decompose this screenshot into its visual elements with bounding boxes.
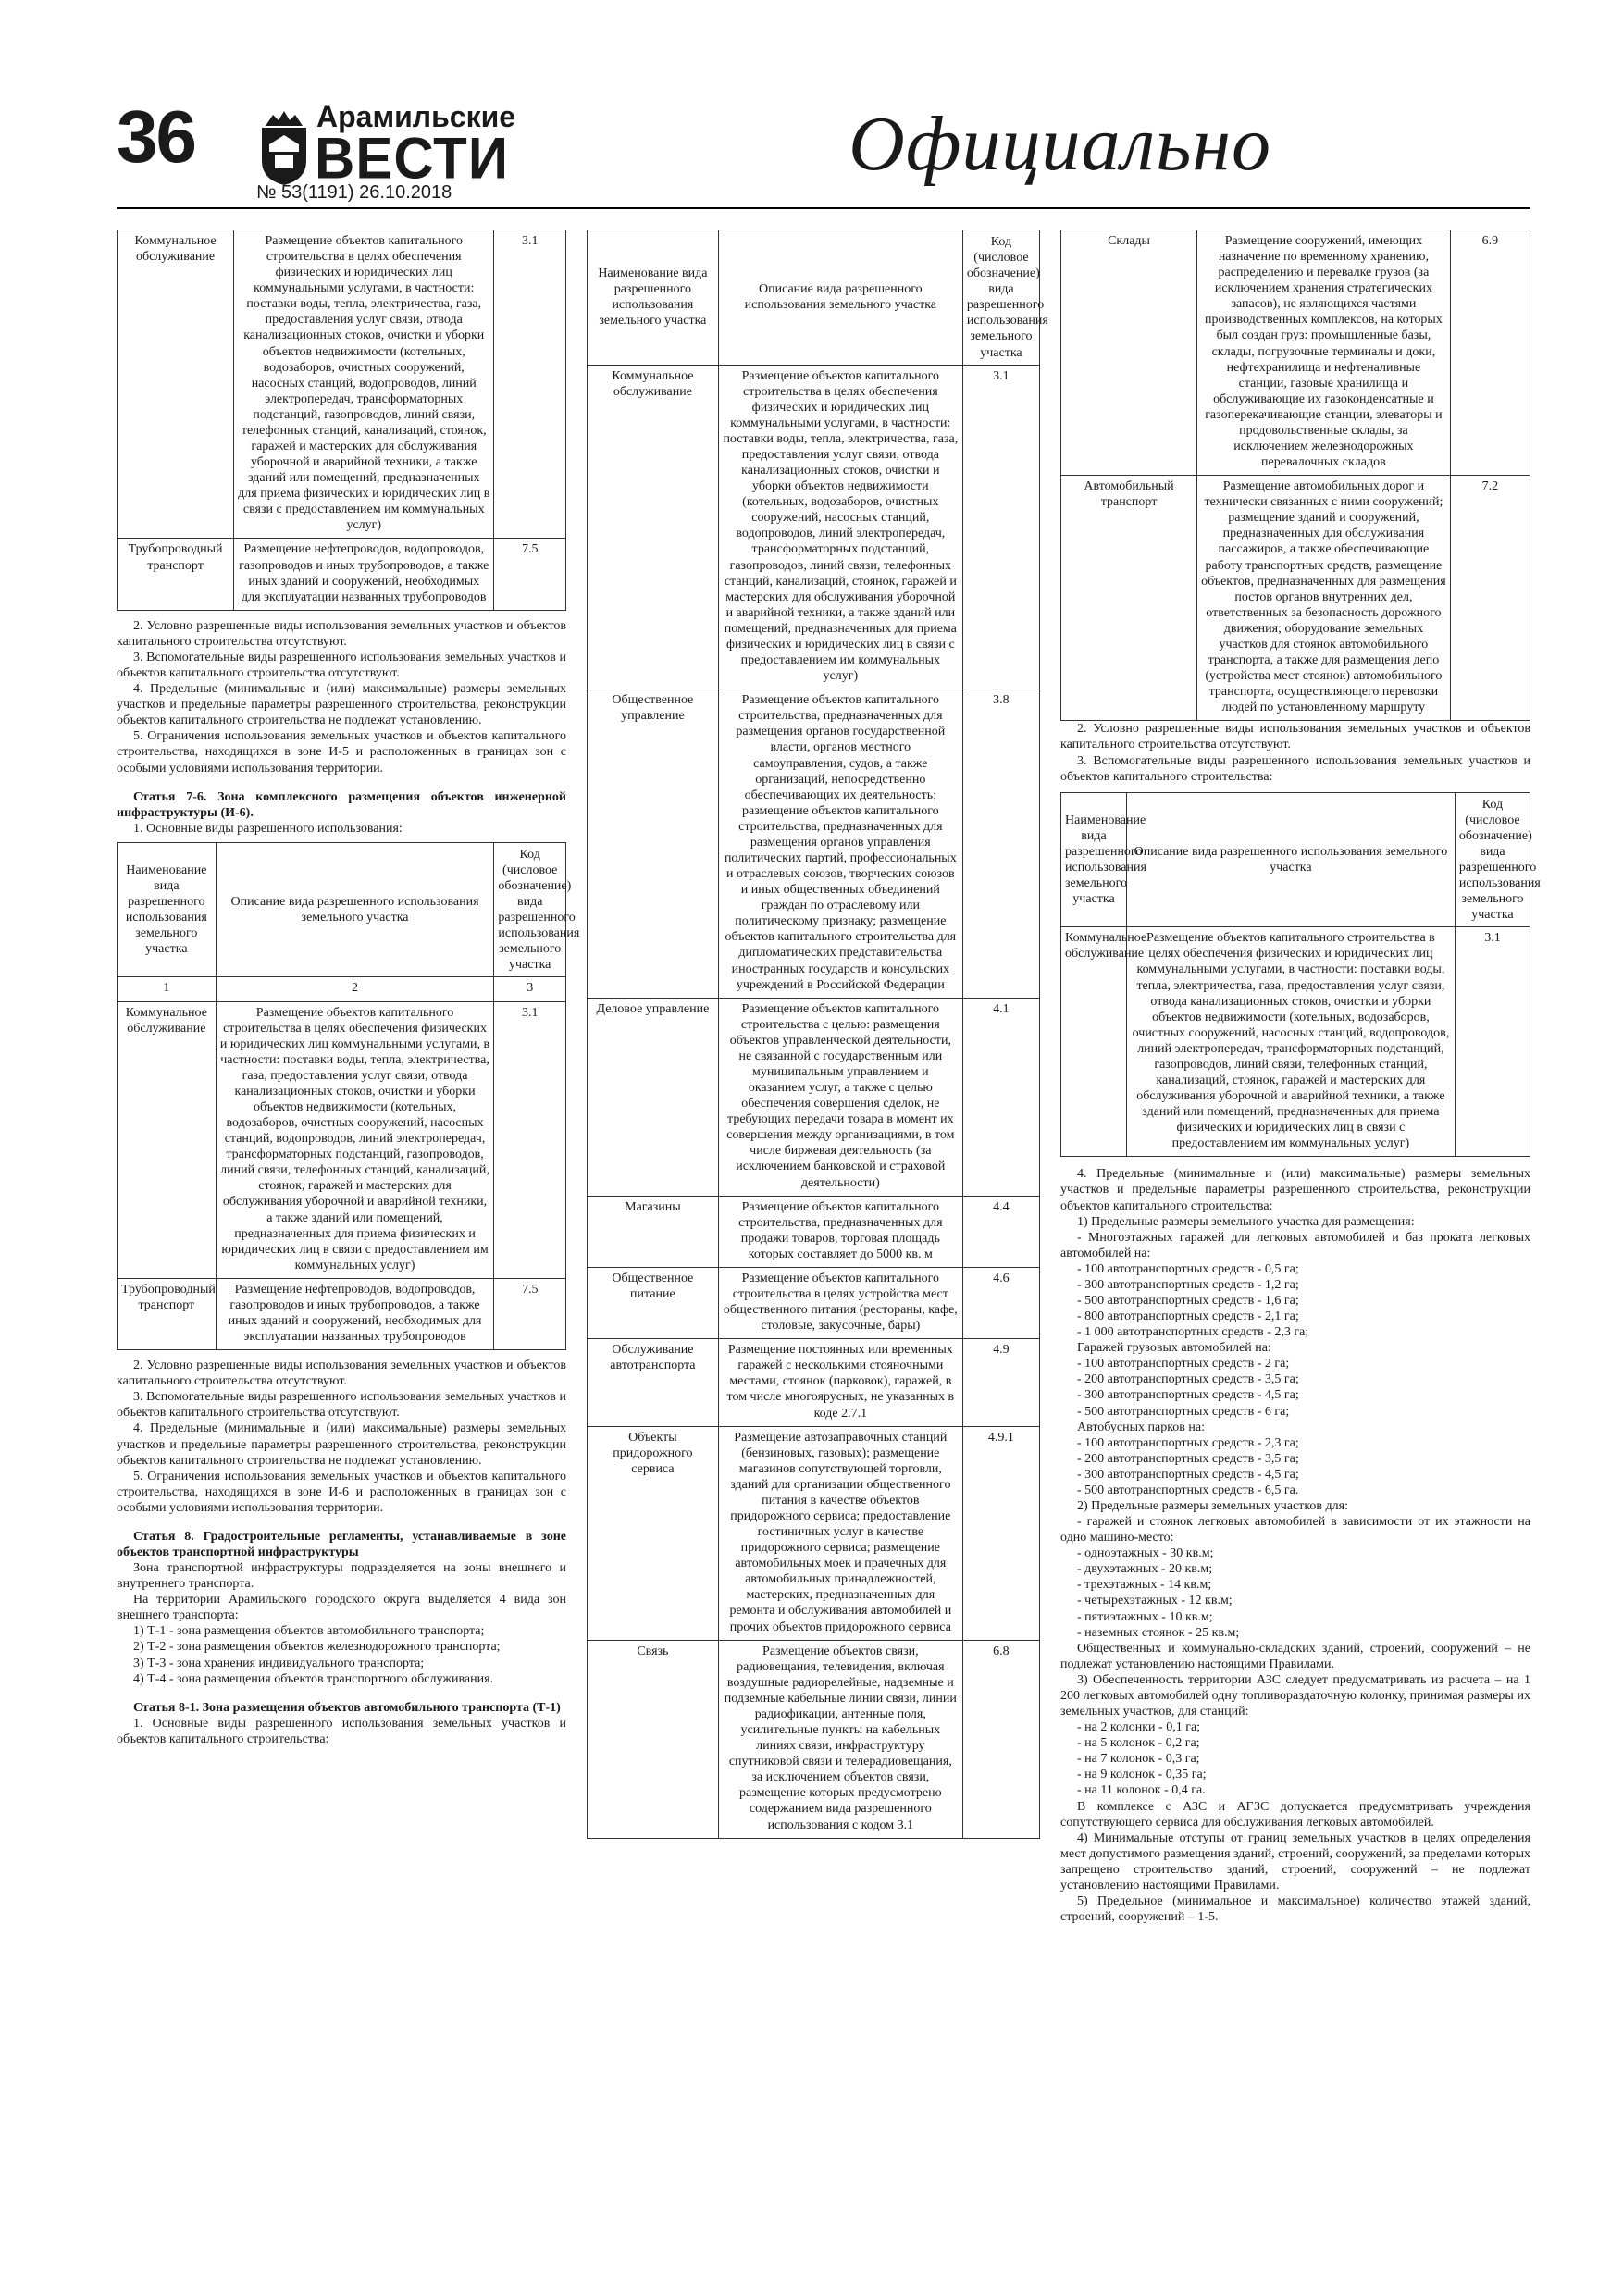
paragraph: 2) Предельные размеры земельных участков для: <box>1077 1499 1348 1514</box>
paragraph: 3. Вспомогательные виды разрешенного использования земельных участков и объектов капитального строительства отсутствуют. <box>117 1390 566 1421</box>
column-header-code: Код (числовое обозначение) вида разрешенного использования земельного участка <box>962 230 1039 366</box>
use-name: Общественное управление <box>588 689 719 998</box>
paragraph: - одноэтажных - 30 кв.м; <box>1077 1546 1214 1561</box>
use-code: 3.1 <box>1455 927 1530 1157</box>
list-item: 1) Т-1 - зона размещения объектов автомобильного транспорта; <box>133 1624 485 1639</box>
paragraph: 2. Условно разрешенные виды использования земельных участков и объектов капитального строительства отсутствуют. <box>117 618 566 649</box>
use-name: Коммунальное обслуживание <box>588 365 719 689</box>
paragraph: 1. Основные виды разрешенного использования земельных участков и объектов капитального строительства: <box>117 1716 566 1746</box>
table-row <box>118 1278 566 1349</box>
table-t1-main <box>587 230 1048 1839</box>
table-row <box>118 230 566 539</box>
column-header-code: Код (числовое обозначение) вида разрешенного использования земельного участка <box>1455 792 1530 927</box>
column-number: 2 <box>216 977 494 1001</box>
use-description: Размещение объектов капитального строительства в целях обеспечения физических и юридических лиц коммунальными услугами, в частности: поставки воды, тепла, электричества, газа, предоставления услуг связи, отвода канализационных стоков, очистки и уборки объектов недвижимости (котельных, водозаборов, очистных сооружений, насосных станций, водопроводов, линий электропередач, трансформаторных подстанций, газопроводов, линий связи, телефонных станций, канализаций, стоянок, гаражей и мастерских для обслуживания уборочной и аварийной техники, а также зданий или помещений, предназначенных для приема физических и юридических лиц в связи с предоставлением им коммунальных услуг) <box>1126 927 1455 1157</box>
paragraph: 3. Вспомогательные виды разрешенного использования земельных участков и объектов капитального строительства: <box>1060 753 1530 784</box>
use-description: Размещение сооружений, имеющих назначение по временному хранению, распределению и перевалке грузов (за исключением хранения стратегических запасов), не являющихся частями производственных комплексов, на которых был создан груз: промышленные базы, склады, погрузочные терминалы и доки, нефтехранилища и нефтеналивные станции, газовые хранилища и обслуживающие их газоконденсатные и газоперекачивающие станции, элеваторы и продовольственные склады, за исключением железнодорожных перевалочных складов <box>1197 230 1451 476</box>
column-number: 1 <box>118 977 217 1001</box>
column-number-row <box>118 977 566 1001</box>
paragraph: - 500 автотранспортных средств - 1,6 га; <box>1077 1294 1299 1308</box>
use-name: Коммунальное обслуживание <box>118 1001 217 1278</box>
use-code: 4.9.1 <box>962 1426 1039 1640</box>
use-name: Коммунальное обслуживание <box>118 230 234 539</box>
column-header-description: Описание вида разрешенного использования земельного участка <box>718 230 962 366</box>
use-description: Размещение объектов связи, радиовещания, телевидения, включая воздушные радиорелейные, надземные и подземные кабельные линии связи, линии радиофикации, антенные поля, усилительные пункты на кабельных линиях связи, инфраструктуру спутниковой связи и телерадиовещания, за исключением объектов связи, размещение которых предусмотрено содержанием вида разрешенного использования с кодом 3.1 <box>718 1640 962 1838</box>
use-description: Размещение объектов капитального строительства в целях обеспечения физических и юридических лиц коммунальными услугами, в частности: поставки воды, тепла, электричества, газа, предоставления услуг связи, отвода канализационных стоков, очистки и уборки объектов недвижимости (котельных, водозаборов, очистных сооружений, насосных станций, водопроводов, линий электропередач, трансформаторных подстанций, газопроводов, линий связи, телефонных станций, канализаций, стоянок, гаражей и мастерских для обслуживания уборочной и аварийной техники, а также зданий или помещений, предназначенных для приема физических и юридических лиц в связи с предоставлением им коммунальных услуг) <box>216 1001 494 1278</box>
paragraph: - двухэтажных - 20 кв.м; <box>1077 1562 1213 1577</box>
paragraph: В комплексе с АЗС и АГЗС допускается предусматривать учреждения сопутствующего сервиса для обслуживания легковых автомобилей. <box>1060 1799 1530 1830</box>
use-name: Связь <box>588 1640 719 1838</box>
paragraph: 4. Предельные (минимальные и (или) максимальные) размеры земельных участков и предельные параметры разрешенного строительства, реконструкции объектов капитального строительства не подлежат установлению. <box>117 682 566 728</box>
paragraph: - 500 автотранспортных средств - 6 га; <box>1077 1404 1290 1419</box>
paragraph: 5. Ограничения использования земельных участков и объектов капитального строительства, находящихся в зоне И-5 и расположенных в границах зон с особыми условиями использования территории. <box>117 729 566 776</box>
masthead <box>0 0 1623 222</box>
use-code: 7.5 <box>494 539 566 610</box>
column-2 <box>587 230 1048 1839</box>
paragraph: - 100 автотранспортных средств - 2,3 га; <box>1077 1435 1299 1450</box>
use-description: Размещение объектов капитального строительства, предназначенных для размещения органов государственной власти, органов местного самоуправления, судов, а также организаций, непосредственно обеспечивающих их деятельность; размещение объектов капитального строительства, предназначенных для размещения органов управления политических партий, профессиональных и отраслевых союзов, творческих союзов и иных общественных объединений граждан по отраслевому или политическому признаку; размещение объектов капитального строительства для дипломатических представительства иностранных государств и консульских учреждений в Российской Федерации <box>718 689 962 998</box>
table-row <box>588 1426 1040 1640</box>
paragraph: Зона транспортной инфраструктуры подразделяется на зоны внешнего и внутреннего транспорта. <box>117 1561 566 1592</box>
paragraph: На территории Арамильского городского округа выделяется 4 вида зон внешнего транспорта: <box>117 1593 566 1623</box>
paragraph: - наземных стоянок - 25 кв.м; <box>1077 1625 1240 1640</box>
paragraph: 3. Вспомогательные виды разрешенного использования земельных участков и объектов капитального строительства отсутствуют. <box>117 650 566 681</box>
paragraph: - на 9 колонок - 0,35 га; <box>1077 1768 1207 1782</box>
table-row <box>588 998 1040 1196</box>
table-row <box>588 689 1040 998</box>
header-rule <box>117 207 1530 209</box>
table-row <box>118 539 566 610</box>
column-number: 3 <box>494 977 566 1001</box>
use-code: 4.4 <box>962 1196 1039 1267</box>
paragraph: - гаражей и стоянок легковых автомобилей в зависимости от их этажности на одно машино-место: <box>1060 1515 1530 1545</box>
use-name: Трубопроводный транспорт <box>118 1278 217 1349</box>
use-name: Объекты придорожного сервиса <box>588 1426 719 1640</box>
use-description: Размещение нефтепроводов, водопроводов, газопроводов и иных трубопроводов, а также иных зданий и сооружений, необходимых для эксплуатации названных трубопроводов <box>216 1278 494 1349</box>
paragraph: - 200 автотранспортных средств - 3,5 га; <box>1077 1451 1299 1466</box>
paragraph: - 300 автотранспортных средств - 4,5 га; <box>1077 1467 1299 1482</box>
paragraph: 4. Предельные (минимальные и (или) максимальные) размеры земельных участков и предельные параметры разрешенного строительства, реконструкции объектов капитального строительства: <box>1060 1167 1530 1213</box>
column-header-description: Описание вида разрешенного использования земельного участка <box>1126 792 1455 927</box>
table-t1-auxiliary <box>1060 792 1541 1158</box>
use-description: Размещение автомобильных дорог и технически связанных с ними сооружений; размещение зданий и сооружений, предназначенных для обслуживания пассажиров, а также обеспечивающие работу транспортных средств, размещение объектов, предназначенных для размещения постов органов внутренних дел, ответственных за безопасность дорожного движения; оборудование земельных участков для стоянок автомобильного транспорта, а также для размещения депо (устройства мест стоянок) автомобильного транспорта, осуществляющего перевозки людей по установленному маршруту <box>1197 476 1451 721</box>
list-item: 2) Т-2 - зона размещения объектов железнодорожного транспорта; <box>133 1640 501 1655</box>
use-code: 6.8 <box>962 1640 1039 1838</box>
use-description: Размещение автозаправочных станций (бензиновых, газовых); размещение магазинов сопутствующей торговли, зданий для организации общественного питания в качестве объектов придорожного сервиса; предоставление гостиничных услуг в качестве придорожного сервиса; размещение автомобильных моек и прачечных для автомобильных принадлежностей, мастерских, предназначенных для ремонта и обслуживания автомобилей и прочих объектов придорожного сервиса <box>718 1426 962 1640</box>
use-code: 3.1 <box>962 365 1039 689</box>
use-name: Автомобильный транспорт <box>1061 476 1197 721</box>
use-code: 7.2 <box>1450 476 1530 721</box>
column-header-code: Код (числовое обозначение) вида разрешенного использования земельного участка <box>494 842 566 977</box>
town-crest-icon <box>256 107 312 187</box>
table-header-row <box>588 230 1040 366</box>
column-3 <box>1060 230 1541 1925</box>
column-header-name: Наименование вида разрешенного использования земельного участка <box>588 230 719 366</box>
table-header-row <box>118 842 566 977</box>
use-name: Обслуживание автотранспорта <box>588 1339 719 1426</box>
use-code: 6.9 <box>1450 230 1530 476</box>
paragraph: Общественных и коммунально-складских зданий, строений, сооружений – не подлежат установлению настоящими Правилами. <box>1060 1641 1530 1671</box>
paragraph: - 300 автотранспортных средств - 4,5 га; <box>1077 1388 1299 1403</box>
section-title: Официально <box>849 101 1271 187</box>
paragraph: 4) Минимальные отступы от границ земельных участков в целях определения мест допустимого размещения зданий, строений, сооружений, за пределами которых запрещено строительство зданий, строений, сооружений – не подлежат установлению настоящими Правилами. <box>1060 1831 1530 1893</box>
paragraph: Гаражей грузовых автомобилей на: <box>1077 1341 1271 1356</box>
table-row <box>1061 230 1530 476</box>
column-1 <box>117 230 580 1747</box>
use-code: 4.9 <box>962 1339 1039 1426</box>
paragraph: 1. Основные виды разрешенного использования: <box>133 821 403 836</box>
table-row <box>588 1267 1040 1338</box>
table-row <box>1061 476 1530 721</box>
use-description: Размещение постоянных или временных гаражей с несколькими стояночными местами, стоянок (парковок), гаражей, в том числе многоярусных, не указанных в коде 2.7.1 <box>718 1339 962 1426</box>
use-description: Размещение объектов капитального строительства с целью: размещения объектов управленческой деятельности, не связанной с государственным или муниципальным управлением и оказанием услуг, а также с целью обеспечения совершения сделок, не требующих передачи товара в момент их совершения между организациями, в том числе биржевая деятельность (за исключением банковской и страховой деятельности) <box>718 998 962 1196</box>
table-row <box>118 1001 566 1278</box>
paragraph: 3) Обеспеченность территории АЗС следует предусматривать из расчета – на 1 200 легковых автомобилей одну топливораздаточную колонку, принимая размеры их земельных участков, для станций: <box>1060 1672 1530 1719</box>
use-name: Трубопроводный транспорт <box>118 539 234 610</box>
paragraph: 2. Условно разрешенные виды использования земельных участков и объектов капитального строительства отсутствуют. <box>117 1359 566 1389</box>
paragraph: 5. Ограничения использования земельных участков и объектов капитального строительства, находящихся в зоне И-6 и расположенных в границах зон с особыми условиями использования территории. <box>117 1469 566 1515</box>
use-code: 4.6 <box>962 1267 1039 1338</box>
use-code: 3.1 <box>494 230 566 539</box>
use-code: 7.5 <box>494 1278 566 1349</box>
use-description: Размещение объектов капитального строительства в целях обеспечения физических и юридических лиц коммунальными услугами, в частности: поставки воды, тепла, электричества, газа, предоставления услуг связи, отвода канализационных стоков, очистки и уборки объектов недвижимости (котельных, водозаборов, очистных сооружений, насосных станций, водопроводов, линий электропередач, трансформаторных подстанций, газопроводов, линий связи, телефонных станций, канализаций, стоянок, гаражей и мастерских для обслуживания уборочной и аварийной техники, а также зданий или помещений, предназначенных для приема физических и юридических лиц в связи с предоставлением им коммунальных услуг) <box>718 365 962 689</box>
brand-tagline: Арамильские <box>316 100 516 133</box>
article-heading: Статья 8-1. Зона размещения объектов автомобильного транспорта (Т-1) <box>133 1700 561 1715</box>
paragraph: - 200 автотранспортных средств - 3,5 га; <box>1077 1372 1299 1387</box>
use-description: Размещение объектов капитального строительства в целях обеспечения физических и юридических лиц коммунальными услугами, в частности: поставки воды, тепла, электричества, газа, предоставления услуг связи, отвода канализационных стоков, очистки и уборки объектов недвижимости (котельных, водозаборов, очистных сооружений, насосных станций, водопроводов, линий электропередач, трансформаторных подстанций, газопроводов, линий связи, телефонных станций, канализаций, стоянок, гаражей и мастерских для обслуживания уборочной и аварийной техники, а также зданий или помещений, предназначенных для приема физических и юридических лиц в связи с предоставлением им коммунальных услуг) <box>234 230 494 539</box>
table-row <box>588 1640 1040 1838</box>
list-item: 4) Т-4 - зона размещения объектов транспортного обслуживания. <box>133 1671 494 1686</box>
use-code: 3.1 <box>494 1001 566 1278</box>
use-name: Коммунальное обслуживание <box>1061 927 1127 1157</box>
article-heading: Статья 7-6. Зона комплексного размещения объектов инженерной инфраструктуры (И-6). <box>117 789 566 820</box>
use-description: Размещение нефтепроводов, водопроводов, газопроводов и иных трубопроводов, а также иных зданий и сооружений, необходимых для эксплуатации названных трубопроводов <box>234 539 494 610</box>
paragraph: - на 7 колонок - 0,3 га; <box>1077 1752 1200 1767</box>
table-row <box>588 365 1040 689</box>
paragraph: - 800 автотранспортных средств - 2,1 га; <box>1077 1309 1299 1324</box>
paragraph: - пятиэтажных - 10 кв.м; <box>1077 1609 1213 1624</box>
paragraph: - четырехэтажных - 12 кв.м; <box>1077 1594 1233 1608</box>
column-header-description: Описание вида разрешенного использования земельного участка <box>216 842 494 977</box>
page-number: 36 <box>117 95 195 178</box>
table-t1-continued <box>1060 230 1530 721</box>
paragraph: - на 5 колонок - 0,2 га; <box>1077 1736 1200 1751</box>
article-heading: Статья 8. Градостроительные регламенты, устанавливаемые в зоне объектов транспортной инфраструктуры <box>117 1529 566 1560</box>
paragraph: 1) Предельные размеры земельного участка для размещения: <box>1077 1214 1415 1229</box>
paragraph: - 1 000 автотранспортных средств - 2,3 га; <box>1077 1325 1309 1340</box>
brand-name: ВЕСТИ <box>315 125 509 192</box>
table-row <box>1061 927 1530 1157</box>
use-code: 3.8 <box>962 689 1039 998</box>
use-name: Общественное питание <box>588 1267 719 1338</box>
paragraph: - 100 автотранспортных средств - 2 га; <box>1077 1357 1290 1371</box>
paragraph: 2. Условно разрешенные виды использования земельных участков и объектов капитального строительства отсутствуют. <box>1060 722 1530 752</box>
paragraph: 5) Предельное (минимальное и максимальное) количество этажей зданий, строений, сооружений – 1-5. <box>1060 1893 1530 1925</box>
table-row <box>588 1339 1040 1426</box>
paragraph: - 100 автотранспортных средств - 0,5 га; <box>1077 1261 1299 1276</box>
table-i5-continued <box>117 230 566 611</box>
paragraph: - Многоэтажных гаражей для легковых автомобилей и баз проката легковых автомобилей на: <box>1060 1230 1530 1260</box>
parameters-text <box>1060 1166 1530 1925</box>
column-header-name: Наименование вида разрешенного использования земельного участка <box>118 842 217 977</box>
paragraph: - 300 автотранспортных средств - 1,2 га; <box>1077 1277 1299 1292</box>
paragraph: - на 2 колонки - 0,1 га; <box>1077 1720 1201 1735</box>
paragraph: Автобусных парков на: <box>1077 1420 1206 1434</box>
use-description: Размещение объектов капитального строительства в целях устройства мест общественного питания (рестораны, кафе, столовые, закусочные, бары) <box>718 1267 962 1338</box>
paragraph: - трехэтажных - 14 кв.м; <box>1077 1578 1212 1593</box>
issue-info: № 53(1191) 26.10.2018 <box>256 182 452 203</box>
paragraph: - на 11 колонок - 0,4 га. <box>1077 1783 1206 1798</box>
use-description: Размещение объектов капитального строительства, предназначенных для продажи товаров, торговая площадь которых составляет до 5000 кв. м <box>718 1196 962 1267</box>
paragraph: 4. Предельные (минимальные и (или) максимальные) размеры земельных участков и предельные параметры разрешенного строительства, реконструкции объектов капитального строительства не подлежат установлению. <box>117 1421 566 1468</box>
use-name: Склады <box>1061 230 1197 476</box>
table-header-row <box>1061 792 1530 927</box>
use-name: Магазины <box>588 1196 719 1267</box>
use-name: Деловое управление <box>588 998 719 1196</box>
column-header-name: Наименование вида разрешенного использования земельного участка <box>1061 792 1127 927</box>
list-item: 3) Т-3 - зона хранения индивидуального транспорта; <box>133 1656 425 1670</box>
use-code: 4.1 <box>962 998 1039 1196</box>
paragraph: - 500 автотранспортных средств - 6,5 га. <box>1077 1483 1299 1497</box>
table-row <box>588 1196 1040 1267</box>
table-i6 <box>117 842 580 1350</box>
